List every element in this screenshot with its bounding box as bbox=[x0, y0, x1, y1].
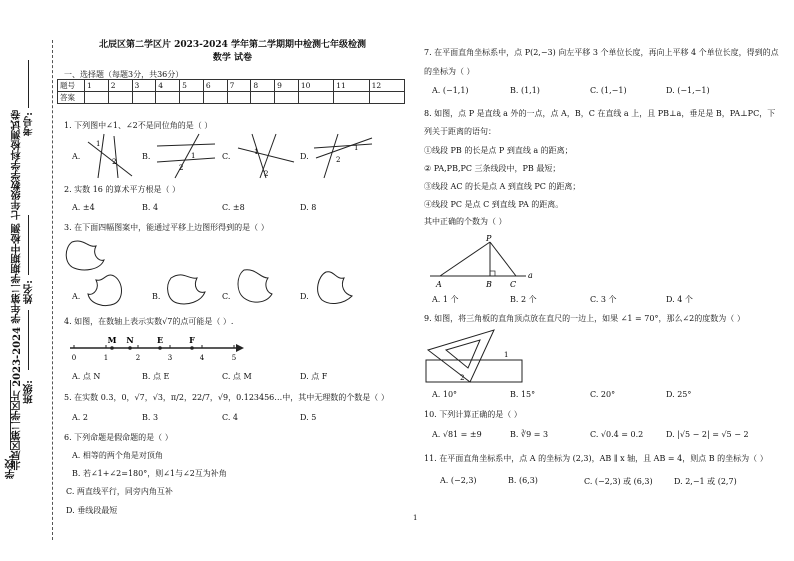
q3-source-leaf bbox=[62, 234, 108, 274]
table-row-label: 题号 bbox=[58, 80, 85, 92]
question-10: 10. 下列计算正确的是（ ） bbox=[424, 410, 522, 419]
q1-option-d[interactable]: D. bbox=[300, 152, 309, 161]
table-cell: 8 bbox=[251, 80, 275, 92]
q1-figure-a bbox=[84, 132, 136, 180]
q11-option-c[interactable]: C. (−2,3) 或 (6,3) bbox=[584, 477, 653, 486]
examno-line bbox=[28, 60, 29, 108]
q7-option-b[interactable]: B. (1,1) bbox=[510, 86, 540, 95]
q5-option-b[interactable]: B. 3 bbox=[142, 413, 159, 422]
q8-statement-2: ② PA,PB,PC 三条线段中，PB 最短； bbox=[424, 164, 561, 173]
q1-option-a[interactable]: A. bbox=[72, 152, 81, 161]
q8-option-b[interactable]: B. 2 个 bbox=[510, 295, 537, 304]
question-8: 8. 如图，点 P 是直线 a 外的一点，点 A，B，C 在直线 a 上，且 PB⊥a，垂足是 B，PA⊥PC，下 bbox=[424, 109, 776, 118]
table-cell: 7 bbox=[227, 80, 251, 92]
q8-label-a: A bbox=[436, 280, 442, 289]
school-label: 学校: bbox=[6, 455, 17, 479]
examno-label: 考号: bbox=[24, 112, 35, 136]
q10-option-a[interactable]: A. √81 = ±9 bbox=[432, 430, 482, 439]
q3-figure-a bbox=[84, 270, 130, 310]
name-label: 姓名: bbox=[24, 280, 35, 304]
q7-option-a[interactable]: A. (−1,1) bbox=[432, 86, 469, 95]
page-number: 1 bbox=[413, 514, 418, 522]
q3-option-b[interactable]: B. bbox=[152, 292, 161, 301]
svg-text:2: 2 bbox=[179, 164, 184, 172]
q8-option-d[interactable]: D. 4 个 bbox=[666, 295, 693, 304]
svg-text:2: 2 bbox=[460, 374, 465, 382]
question-11: 11. 在平面直角坐标系中，点 A 的坐标为 (2,3)，AB ∥ x 轴，且 AB = 4，则点 B 的坐标为（ ） bbox=[424, 454, 768, 463]
q4-option-a[interactable]: A. 点 N bbox=[72, 372, 101, 381]
q5-option-c[interactable]: C. 4 bbox=[222, 413, 239, 422]
question-8-cont: 列关于距离的语句： bbox=[424, 127, 496, 136]
svg-text:1: 1 bbox=[191, 152, 196, 160]
svg-text:2: 2 bbox=[112, 158, 117, 166]
svg-text:1: 1 bbox=[254, 148, 259, 156]
q2-option-b[interactable]: B. 4 bbox=[142, 203, 159, 212]
q8-statement-1: ①线段 PB 的长是点 P 到直线 a 的距离； bbox=[424, 146, 573, 155]
answer-cell[interactable] bbox=[203, 92, 227, 104]
q1-figure-c bbox=[236, 132, 296, 180]
q8-label-c: C bbox=[510, 280, 517, 289]
q10-option-b[interactable]: B. ∛9 = 3 bbox=[510, 430, 549, 439]
q9-figure bbox=[424, 326, 526, 384]
q6-option-a[interactable]: A. 相等的两个角是对顶角 bbox=[72, 451, 163, 460]
table-cell: 4 bbox=[156, 80, 180, 92]
q6-option-b[interactable]: B. 若∠1+∠2=180°，则∠1与∠2互为补角 bbox=[72, 469, 227, 478]
q4-number-line bbox=[64, 334, 254, 362]
answer-cell[interactable] bbox=[85, 92, 109, 104]
q3-option-d[interactable]: D. bbox=[300, 292, 309, 301]
svg-text:2: 2 bbox=[264, 170, 269, 178]
question-7-cont: 的坐标为（ ） bbox=[424, 67, 475, 76]
q3-figure-b bbox=[163, 268, 209, 308]
class-line bbox=[28, 310, 29, 370]
q3-option-c[interactable]: C. bbox=[222, 292, 231, 301]
q8-question: 其中正确的个数为（ ） bbox=[424, 217, 507, 226]
q9-option-d[interactable]: D. 25° bbox=[666, 390, 692, 399]
q8-label-b: B bbox=[486, 280, 492, 289]
section-heading: 一、选择题（每题3分，共36分） bbox=[64, 70, 184, 79]
answer-cell[interactable] bbox=[156, 92, 180, 104]
table-cell: 3 bbox=[132, 80, 156, 92]
q9-option-a[interactable]: A. 10° bbox=[432, 390, 458, 399]
q8-label-a-line: a bbox=[528, 271, 533, 280]
axis-tick-label: 2 bbox=[135, 354, 141, 362]
q2-option-c[interactable]: C. ±8 bbox=[222, 203, 245, 212]
table-cell: 1 bbox=[85, 80, 109, 92]
question-1: 1. 下列图中∠1、∠2不是同位角的是（ ） bbox=[64, 121, 213, 130]
axis-tick-label: 4 bbox=[199, 354, 205, 362]
question-5: 5. 在实数 0.3，0，√7，√3，π/2，22/7，√9，0.123456…中，其中无理数的个数是（ ） bbox=[64, 393, 389, 402]
point-label-m: M bbox=[107, 335, 117, 345]
name-line bbox=[28, 215, 29, 275]
class-label: 班级: bbox=[24, 380, 35, 404]
q2-option-a[interactable]: A. ±4 bbox=[72, 203, 95, 212]
table-cell: 9 bbox=[275, 80, 299, 92]
table-row-label: 答案 bbox=[58, 92, 85, 104]
answer-cell[interactable] bbox=[108, 92, 132, 104]
q3-option-a[interactable]: A. bbox=[72, 292, 81, 301]
binding-margin bbox=[0, 0, 60, 561]
point-label-f: F bbox=[189, 335, 195, 345]
q2-option-d[interactable]: D. 8 bbox=[300, 203, 317, 212]
answer-table-row-answers bbox=[58, 92, 405, 104]
q8-figure bbox=[428, 234, 538, 290]
point-label-e: E bbox=[156, 335, 164, 345]
answer-table-row-numbers bbox=[58, 80, 405, 92]
axis-tick-label: 1 bbox=[103, 354, 109, 362]
answer-table bbox=[57, 79, 405, 104]
question-3: 3. 在下面四幅图案中，能通过平移上边图形得到的是（ ） bbox=[64, 223, 269, 232]
table-cell: 11 bbox=[334, 80, 369, 92]
axis-tick-label: 5 bbox=[231, 354, 237, 362]
answer-cell[interactable] bbox=[132, 92, 156, 104]
answer-cell[interactable] bbox=[298, 92, 333, 104]
exam-subtitle: 数学 试卷 bbox=[212, 53, 253, 63]
answer-cell[interactable] bbox=[334, 92, 369, 104]
q8-statement-3: ③线段 AC 的长是点 A 到直线 PC 的距离； bbox=[424, 182, 581, 191]
q8-option-a[interactable]: A. 1 个 bbox=[432, 295, 459, 304]
q8-label-p: P bbox=[486, 234, 492, 243]
q4-option-c[interactable]: C. 点 M bbox=[222, 372, 252, 381]
answer-cell[interactable] bbox=[369, 92, 404, 104]
q11-option-b[interactable]: B. (6,3) bbox=[508, 476, 538, 485]
axis-tick-label: 0 bbox=[71, 354, 77, 362]
svg-text:1: 1 bbox=[504, 351, 509, 359]
svg-text:1: 1 bbox=[354, 144, 359, 152]
q1-figure-d bbox=[312, 132, 374, 180]
question-2: 2. 实数 16 的算术平方根是（ ） bbox=[64, 185, 180, 194]
table-cell: 5 bbox=[180, 80, 204, 92]
axis-tick-label: 3 bbox=[167, 354, 173, 362]
q4-option-b[interactable]: B. 点 E bbox=[142, 372, 170, 381]
q3-figure-d bbox=[312, 268, 358, 308]
question-6: 6. 下列命题是假命题的是（ ） bbox=[64, 433, 173, 442]
q5-option-d[interactable]: D. 5 bbox=[300, 413, 317, 422]
q6-option-c[interactable]: C. 两直线平行，同旁内角互补 bbox=[66, 487, 173, 496]
q10-option-c[interactable]: C. √0.4 = 0.2 bbox=[590, 430, 644, 439]
q9-option-b[interactable]: B. 15° bbox=[510, 390, 536, 399]
q3-figure-c bbox=[232, 266, 278, 308]
q4-option-d[interactable]: D. 点 F bbox=[300, 372, 328, 381]
q11-option-a[interactable]: A. (−2,3) bbox=[440, 476, 477, 485]
svg-text:1: 1 bbox=[96, 140, 101, 148]
table-cell: 2 bbox=[108, 80, 132, 92]
q9-option-c[interactable]: C. 20° bbox=[590, 390, 616, 399]
answer-cell[interactable] bbox=[275, 92, 299, 104]
answer-cell[interactable] bbox=[227, 92, 251, 104]
answer-cell[interactable] bbox=[251, 92, 275, 104]
exam-title-vertical: 北辰区第二学区片 2023-2024 学年第二学期期中检测 七年级数学学科检测试卷 bbox=[12, 110, 23, 471]
q1-figure-b bbox=[155, 132, 217, 180]
q1-option-c[interactable]: C. bbox=[222, 152, 231, 161]
table-cell: 6 bbox=[203, 80, 227, 92]
q5-option-a[interactable]: A. 2 bbox=[72, 413, 88, 422]
q8-option-c[interactable]: C. 3 个 bbox=[590, 295, 617, 304]
exam-title: 北辰区第二学区片 2023-2024 学年第二学期期中检测七年级检测 bbox=[98, 40, 367, 50]
point-label-n: N bbox=[126, 335, 134, 345]
q11-option-d[interactable]: D. 2,−1 或 (2,7) bbox=[674, 477, 737, 486]
svg-text:2: 2 bbox=[336, 156, 341, 164]
answer-cell[interactable] bbox=[180, 92, 204, 104]
cut-line bbox=[52, 40, 53, 540]
q10-option-d[interactable]: D. |√5 − 2| = √5 − 2 bbox=[666, 430, 749, 439]
table-cell: 10 bbox=[298, 80, 333, 92]
q6-option-d[interactable]: D. 垂线段最短 bbox=[66, 506, 118, 515]
question-9: 9. 如图，将三角板的直角顶点放在直尺的一边上，如果 ∠1 = 70°，那么∠2的度数为（ ） bbox=[424, 314, 745, 323]
q8-statement-4: ④线段 PC 是点 C 到直线 PA 的距离。 bbox=[424, 200, 564, 209]
q7-option-c[interactable]: C. (1,−1) bbox=[590, 86, 627, 95]
q7-option-d[interactable]: D. (−1,−1) bbox=[666, 86, 710, 95]
table-cell: 12 bbox=[369, 80, 404, 92]
question-7: 7. 在平面直角坐标系中，点 P(2,−3) 向左平移 3 个单位长度，再向上平移 4 个单位长度，得到的点 bbox=[424, 48, 779, 57]
question-4: 4. 如图，在数轴上表示实数√7的点可能是（ ）. bbox=[64, 317, 234, 326]
q1-option-b[interactable]: B. bbox=[142, 152, 151, 161]
